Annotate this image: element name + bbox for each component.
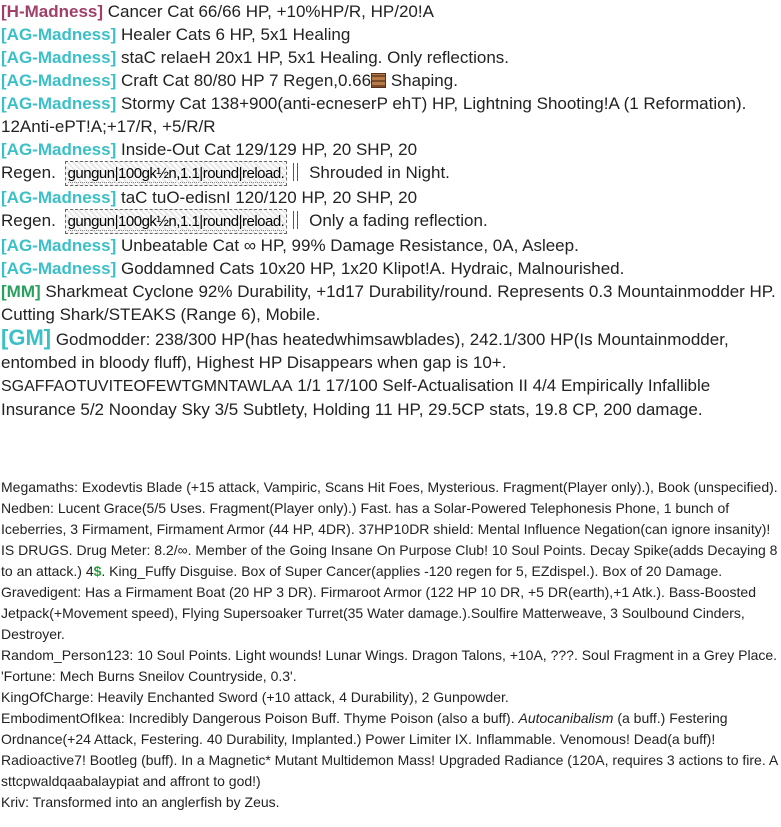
player-entry: [0, 582, 781, 645]
entity-stats: Cancer Cat 66/66 HP, +10%HP/R, HP/20!A: [107, 2, 434, 21]
player-entry-text: Megamaths: Exodevtis Blade (+15 attack, Vampiric, Scans Hit Foes, Mysterious. Fragment(Player only).), Book (unspecified).: [1, 479, 778, 495]
gun-word: round: [202, 165, 239, 182]
gun-glitch-box: gungun|100gk½n,1.1|round|reload.: [65, 209, 288, 234]
player-inventory-list: [0, 477, 781, 813]
gun-word: reload.: [241, 213, 285, 230]
roster-row: [0, 186, 781, 209]
caps-acronym: SGAFFAOTUVITEOFEWTGMNTAWLAA: [1, 378, 293, 395]
gun-word: 1.1: [179, 213, 200, 230]
faction-tag: [AG-Madness]: [1, 140, 117, 159]
entity-stats-tail: Only a fading reflection.: [309, 211, 488, 230]
faction-tag: [AG-Madness]: [1, 94, 117, 113]
gun-word: gun: [67, 165, 92, 182]
entity-stats: Craft Cat 80/80 HP 7 Regen,0.66: [120, 71, 372, 90]
roster-row: [0, 138, 781, 161]
player-entry-italic: Autocanibalism: [518, 710, 614, 726]
entity-stats-tail: Shrouded in Night.: [309, 163, 450, 182]
regen-label: Regen.: [1, 163, 56, 182]
player-entry-text: Random_Person123: 10 Soul Points. Light wounds! Lunar Wings. Dragon Talons, +10A, ???. Soul Fragment in a Grey Place. 'Fortune: Mech Burns Sneilov Countryside, 0.3'.: [1, 647, 778, 684]
player-entry-text: (a buff.) Festering Ordnance(+24 Attack, Festering. 40 Durability, Implanted.) Power Limiter IX. Inflammable. Venomous! Dead(a buff)! Radioactive7! Bootleg (buff). In a Magnetic* Mutant Multidemon Mass! Upgraded Radiance (120A, requires 3 actions to fire. A sttcpwaldqaabalaypiat and affront to god!): [1, 710, 778, 789]
entity-stats: staC relaeH 20x1 HP, 5x1 Healing. Only reflections.: [120, 48, 510, 67]
faction-tag: [AG-Madness]: [1, 48, 117, 67]
player-entry: [0, 498, 781, 582]
entity-stats: Goddamned Cats 10x20 HP, 1x20 Klipot!A. Hydraic, Malnourished.: [120, 259, 625, 278]
player-entry-text: . King_Fuffy Disguise. Box of Super Cancer(applies -120 regen for 5, EZdispel.). Box of 20 Damage.: [101, 563, 723, 579]
regen-label: Regen.: [1, 211, 56, 230]
entity-stats: Sharkmeat Cyclone 92% Durability, +1d17 Durability/round. Represents 0.3 Mountainmodder HP. Cutting Shark/STEAKS (Range 6), Mobile.: [1, 282, 776, 324]
gun-word: round: [202, 213, 239, 230]
entity-stats: Unbeatable Cat ∞ HP, 99% Damage Resistance, 0A, Asleep.: [120, 236, 579, 255]
gun-word: 1.1: [179, 165, 200, 182]
faction-tag: [AG-Madness]: [1, 188, 117, 207]
player-entry: [0, 645, 781, 687]
player-entry: [0, 687, 781, 708]
entity-stats: taC tuO-edisnI 120/120 HP, 20 SHP, 20: [120, 188, 418, 207]
gun-word: reload.: [241, 165, 285, 182]
player-entry-text: Gravedigent: Has a Firmament Boat (20 HP 3 DR). Firmaroot Armor (122 HP 10 DR, +5 DR(earth),+1 Atk.). Bass-Boosted Jetpack(+Movement speed), Flying Supersoaker Turret(35 Water damage.).Soulfire Matterweave, 3 Soulbound Cinders, Destroyer.: [1, 584, 756, 642]
roster-row: [0, 0, 781, 23]
gun-word: gun: [91, 213, 115, 230]
roster-row: [0, 257, 781, 280]
roster-row: [0, 234, 781, 257]
entity-stats: Inside-Out Cat 129/129 HP, 20 SHP, 20: [120, 140, 418, 159]
faction-tag: [GM]: [1, 325, 52, 350]
roster-row: [0, 46, 781, 69]
faction-tag: [AG-Madness]: [1, 25, 117, 44]
player-entry: [0, 708, 781, 792]
player-entry: [0, 792, 781, 813]
roster-row-cont: [0, 209, 781, 234]
gun-word: gun: [67, 213, 92, 230]
godmodder-stats-tail: 1/1 17/100 Self-Actualisation II 4/4 Empirically Infallible Insurance 5/2 Noonday Sky 3/5 Subtlety, Holding 11 HP, 29.5CP stats, 19.8 CP, 200 damage.: [1, 376, 711, 419]
divider-bar: [293, 211, 298, 229]
entity-stats-tail: Shaping.: [390, 71, 458, 90]
crate-icon: [371, 73, 386, 88]
money-icon: $: [93, 563, 102, 579]
roster-row: [0, 326, 781, 421]
faction-tag: [H-Madness]: [1, 2, 104, 21]
faction-tag: [AG-Madness]: [1, 71, 117, 90]
roster-row: [0, 69, 781, 92]
roster-row: [0, 23, 781, 46]
player-entry-text: Nedben: Lucent Grace(5/5 Uses. Fragment(Player only).) Fast. has a Solar-Powered Telephonesis Phone, 1 bunch of Iceberries, 3 Firmament, Firmament Armor (44 HP, 4DR). 37HP10DR shield: Mental Influence Negation(can ignore insanity)! IS DRUGS. Drug Meter: 8.2/∞. Member of the Going Insane On Purpose Club! 10 Soul Points. Decay Spike(adds Decaying 8 to an attack.) 4: [1, 500, 778, 579]
entity-stats: Stormy Cat 138+900(anti-ecneserP ehT) HP, Lightning Shooting!A (1 Reformation). 12Anti-ePT!A;+17/R, +5/R/R: [1, 94, 747, 136]
spacer: [0, 421, 781, 477]
gun-word: gk½n: [141, 165, 177, 182]
roster-row: [0, 280, 781, 326]
godmodder-stats: Godmodder: 238/300 HP(has heatedwhimsawblades), 242.1/300 HP(Is Mountainmodder, entombed in bloody fluff), Highest HP Disappears when gap is 10+.: [1, 330, 729, 372]
entity-stats: Healer Cats 6 HP, 5x1 Healing: [120, 25, 351, 44]
player-entry: [0, 477, 781, 498]
roster-row: [0, 92, 781, 138]
gun-word: gk½n: [141, 213, 177, 230]
faction-tag: [MM]: [1, 282, 41, 301]
roster-row-cont: [0, 161, 781, 186]
gun-glitch-box: gungun|100gk½n,1.1|round|reload.: [65, 161, 288, 186]
player-entry-text: KingOfCharge: Heavily Enchanted Sword (+10 attack, 4 Durability), 2 Gunpowder.: [1, 689, 509, 705]
faction-tag: [AG-Madness]: [1, 259, 117, 278]
faction-tag: [AG-Madness]: [1, 236, 117, 255]
gun-word: 100: [118, 213, 142, 230]
divider-bar: [293, 163, 298, 181]
player-entry-text: EmbodimentOfIkea: Incredibly Dangerous Poison Buff. Thyme Poison (also a buff).: [1, 710, 515, 726]
player-entry-text: Kriv: Transformed into an anglerfish by Zeus.: [1, 794, 280, 810]
gun-word: gun: [91, 165, 115, 182]
gun-word: 100: [118, 165, 142, 182]
